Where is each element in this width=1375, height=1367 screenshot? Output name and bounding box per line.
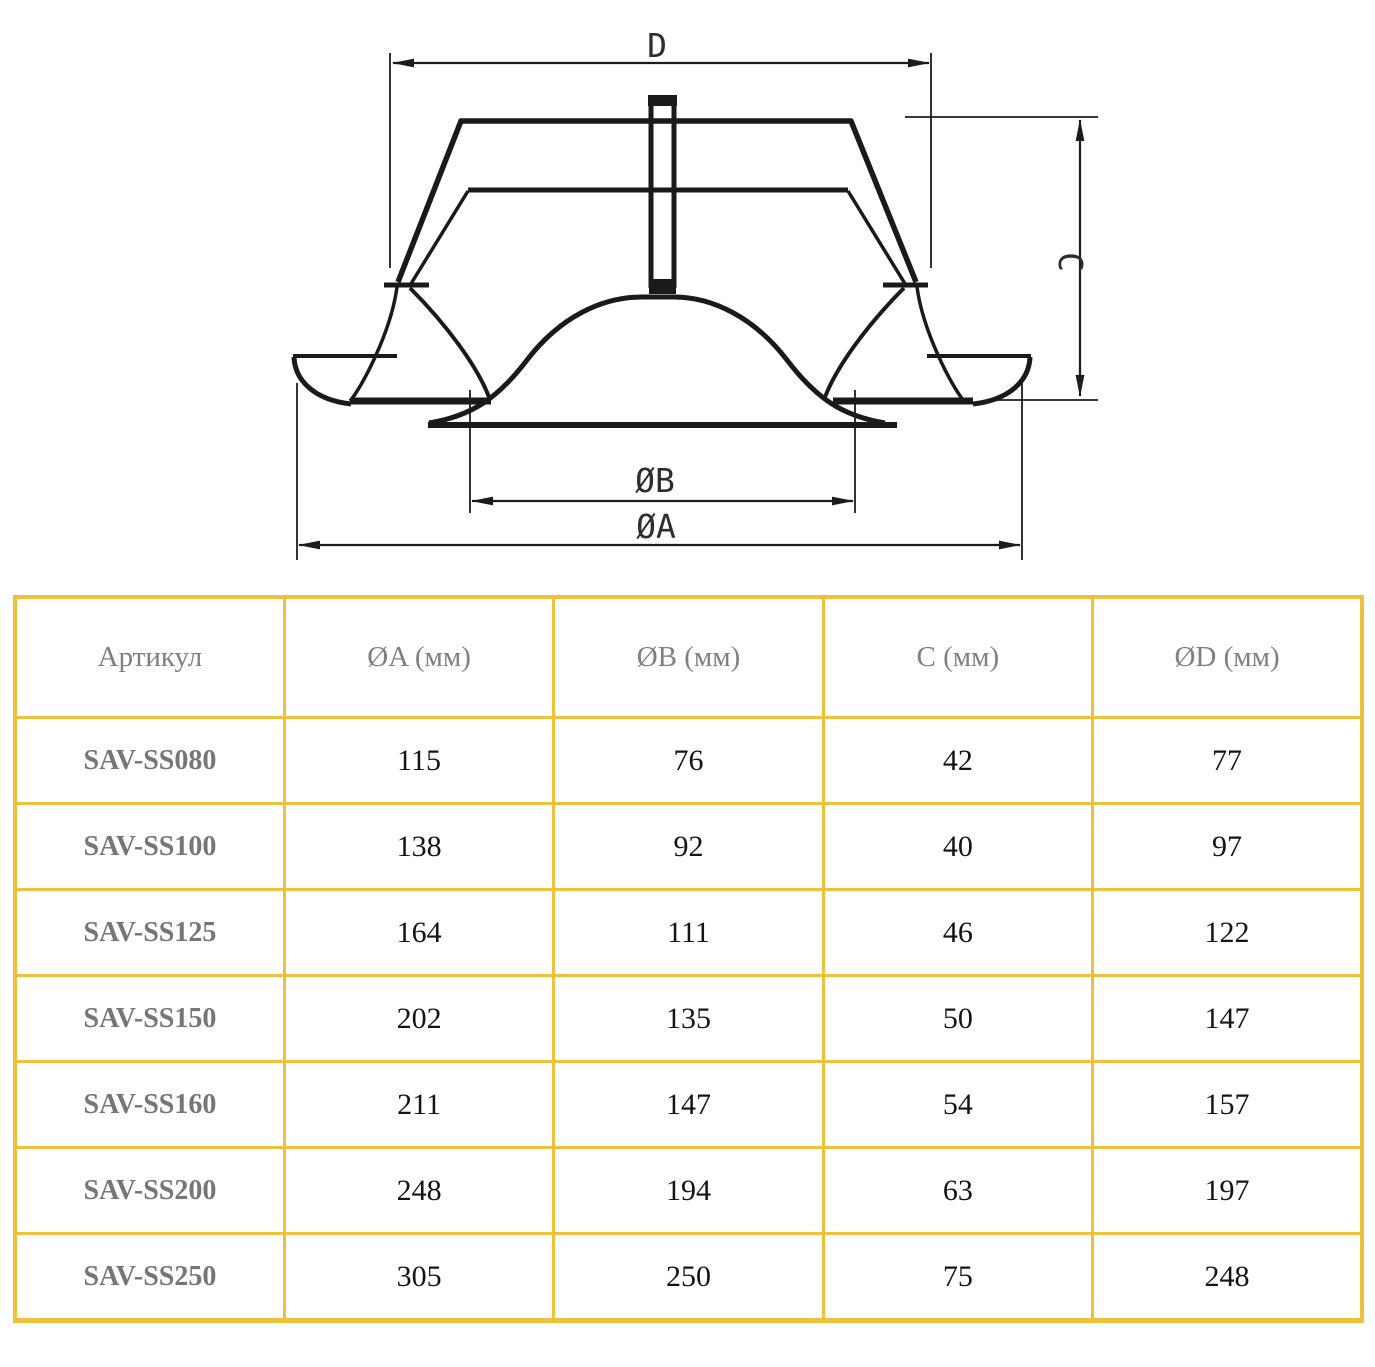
header-oa: ØA (мм) — [284, 597, 553, 718]
cell-oa: 305 — [284, 1234, 553, 1321]
cell-oa: 164 — [284, 890, 553, 976]
cell-od: 77 — [1093, 718, 1362, 804]
cell-ob: 147 — [554, 1062, 823, 1148]
cell-c: 75 — [823, 1234, 1092, 1321]
dim-d-lines — [390, 53, 931, 268]
diffuser-cross-section — [0, 0, 1375, 593]
dim-label-d: D — [647, 26, 667, 65]
cell-article: SAV-SS150 — [15, 976, 284, 1062]
cell-article: SAV-SS100 — [15, 804, 284, 890]
cell-c: 46 — [823, 890, 1092, 976]
dim-label-oa: ØA — [636, 507, 676, 546]
header-ob: ØB (мм) — [554, 597, 823, 718]
cell-od: 147 — [1093, 976, 1362, 1062]
table-row — [15, 1062, 1362, 1148]
cell-oa: 138 — [284, 804, 553, 890]
table-row — [15, 890, 1362, 976]
cell-oa: 211 — [284, 1062, 553, 1148]
cell-ob: 194 — [554, 1148, 823, 1234]
cell-c: 54 — [823, 1062, 1092, 1148]
table-row — [15, 976, 1362, 1062]
arrow-right-icon — [908, 59, 930, 68]
table-body — [15, 718, 1362, 1321]
table-row — [15, 718, 1362, 804]
cell-od: 248 — [1093, 1234, 1362, 1321]
arrow-left-icon — [298, 541, 320, 550]
arrow-left-icon — [392, 59, 414, 68]
table-header — [15, 597, 1362, 718]
table-row — [15, 1148, 1362, 1234]
stem-cap — [648, 95, 677, 106]
cell-c: 63 — [823, 1148, 1092, 1234]
center-cone — [429, 297, 885, 423]
header-row — [15, 597, 1362, 718]
table-row — [15, 1234, 1362, 1321]
cell-od: 197 — [1093, 1148, 1362, 1234]
cell-oa: 202 — [284, 976, 553, 1062]
cell-c: 50 — [823, 976, 1092, 1062]
cell-c: 40 — [823, 804, 1092, 890]
header-c: C (мм) — [823, 597, 1092, 718]
cell-article: SAV-SS250 — [15, 1234, 284, 1321]
cell-ob: 92 — [554, 804, 823, 890]
arrow-right-icon — [999, 541, 1021, 550]
arrow-down-icon — [1076, 375, 1085, 397]
cell-article: SAV-SS080 — [15, 718, 284, 804]
dim-label-ob: ØB — [635, 461, 675, 500]
cell-oa: 248 — [284, 1148, 553, 1234]
stem-base — [649, 279, 676, 294]
dimensions-table — [13, 595, 1364, 1323]
cell-od: 97 — [1093, 804, 1362, 890]
cell-c: 42 — [823, 718, 1092, 804]
cell-article: SAV-SS160 — [15, 1062, 284, 1148]
diffuser-outline — [293, 98, 1031, 425]
cell-ob: 76 — [554, 718, 823, 804]
arrow-up-icon — [1076, 119, 1085, 141]
cell-od: 157 — [1093, 1062, 1362, 1148]
arrow-right-icon — [832, 497, 854, 506]
cell-article: SAV-SS200 — [15, 1148, 284, 1234]
cell-article: SAV-SS125 — [15, 890, 284, 976]
dim-label-c: C — [1051, 252, 1090, 272]
arrow-left-icon — [471, 497, 493, 506]
cell-od: 122 — [1093, 890, 1362, 976]
header-article: Артикул — [15, 597, 284, 718]
dimension-diagram — [0, 0, 1375, 593]
cell-ob: 111 — [554, 890, 823, 976]
table-row — [15, 804, 1362, 890]
cell-ob: 135 — [554, 976, 823, 1062]
outer-cone — [398, 121, 916, 282]
cell-oa: 115 — [284, 718, 553, 804]
header-od: ØD (мм) — [1093, 597, 1362, 718]
cell-ob: 250 — [554, 1234, 823, 1321]
